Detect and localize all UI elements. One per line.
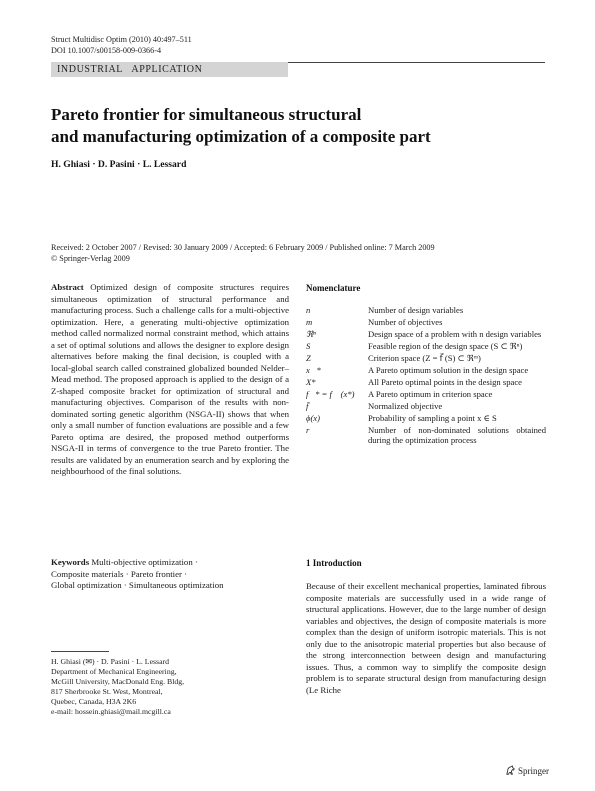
nomenclature-symbol: ℜⁿ <box>306 328 316 339</box>
nomenclature-definition: Design space of a problem with n design variables <box>368 328 542 339</box>
abstract-text: Optimized design of composite structures requires simultaneous optimization of structural performance and manufacturing process. Such a challenge calls for a multi-objective optimization. Here, a generating multi-objective optimization method called normalized normal constraint method, which attains a set of optimal solutions and allows the designer to explore design alternatives before making the final decision, is coupled with a local-global search called constrained globalized bounded Nelder–Mead method. The proposed approach is applied to the design of a Z-shaped composite bracket for optimization of structural and manufacturing objectives. Comparison of the results with non-dominated sorting genetic algorithm (NSGA-II) shows that when only a small number of function evaluations are possible and a few Pareto optima are desired, the proposed method outperforms NSGA-II in terms of convergence to the true Pareto frontier. The results are validated by an enumeration search and by exploring the neighbourhood of the final solutions. <box>51 282 289 476</box>
nomenclature-symbol: S <box>306 340 311 351</box>
springer-horse-icon <box>505 765 516 776</box>
journal-header <box>51 34 192 56</box>
affiliation-email[interactable]: e-mail: hossein.ghiasi@mail.mcgill.ca <box>51 707 171 716</box>
nomenclature-row <box>306 329 546 340</box>
nomenclature-definition: Number of objectives <box>368 316 443 327</box>
nomenclature-row <box>306 413 546 424</box>
nomenclature-row <box>306 377 546 388</box>
affiliation-street: 817 Sherbrooke St. West, Montreal, <box>51 687 163 696</box>
section-label: INDUSTRIAL APPLICATION <box>51 62 288 77</box>
nomenclature-symbol: m <box>306 316 313 327</box>
nomenclature-definition: All Pareto optimal points in the design space <box>368 376 522 387</box>
affiliation-authors: H. Ghiasi (✉) · D. Pasini · L. Lessard <box>51 657 170 666</box>
title-line-1: Pareto frontier for simultaneous structural <box>51 105 362 124</box>
nomenclature-symbol: f⃗* = f⃗ (x*) <box>306 388 355 399</box>
publisher-name: Springer <box>518 765 549 776</box>
title-line-2: and manufacturing optimization of a composite part <box>51 127 431 146</box>
paper-title <box>51 104 521 148</box>
nomenclature-row <box>306 305 546 316</box>
nomenclature-row <box>306 425 546 446</box>
nomenclature-row <box>306 341 546 352</box>
nomenclature-definition: Feasible region of the design space (S ⊂ ℜⁿ) <box>368 340 523 351</box>
nomenclature-row <box>306 353 546 364</box>
nomenclature-definition: A Pareto optimum solution in the design space <box>368 364 529 375</box>
journal-citation: Struct Multidisc Optim (2010) 40:497–511 <box>51 35 192 44</box>
introduction-heading: 1 Introduction <box>306 558 362 568</box>
affiliation-rule <box>51 651 109 652</box>
affiliation-university: McGill University, MacDonald Eng. Bldg, <box>51 677 185 686</box>
nomenclature-table <box>306 305 546 447</box>
nomenclature-symbol: ϕ(x) <box>306 412 320 423</box>
nomenclature-heading: Nomenclature <box>306 283 361 293</box>
introduction-text: Because of their excellent mechanical properties, laminated fibrous composite materials are successfully used in a wide range of structural applications. However, due to the large number of design variables and objectives, the design of composite materials is more complex than the design of uniform isotropic materials. This is not only due to the anisotropic material properties but also because of the strong interconnection between design and manufacturing issues. Thus, a common way to simplify the composite design problem is to separate structural design from manufacturing design (Le Riche <box>306 581 546 695</box>
nomenclature-definition: Number of non-dominated solutions obtained during the optimization process <box>368 424 546 446</box>
nomenclature-symbol: Z <box>306 352 311 363</box>
keywords <box>51 557 289 592</box>
abstract <box>51 282 289 478</box>
nomenclature-symbol: x⃗* <box>306 364 321 375</box>
nomenclature-definition: Criterion space (Z = f⃗ (S) ⊂ ℜᵐ) <box>368 352 481 363</box>
abstract-heading: Abstract <box>51 282 84 292</box>
affiliation <box>51 657 289 717</box>
keywords-line-3: Global optimization · Simultaneous optimization <box>51 580 224 590</box>
nomenclature-symbol: X* <box>306 376 316 387</box>
date-history: Received: 2 October 2007 / Revised: 30 January 2009 / Accepted: 6 February 2009 / Published online: 7 March 2009 <box>51 243 435 252</box>
nomenclature-symbol: f̄ <box>306 400 309 411</box>
nomenclature-definition: Normalized objective <box>368 400 443 411</box>
nomenclature-definition: Probability of sampling a point x ∈ S <box>368 412 497 423</box>
nomenclature-row <box>306 389 546 400</box>
journal-doi: DOI 10.1007/s00158-009-0366-4 <box>51 46 162 55</box>
nomenclature-symbol: r <box>306 424 310 435</box>
nomenclature-row <box>306 317 546 328</box>
publication-dates <box>51 243 545 264</box>
section-rule <box>288 62 545 63</box>
keywords-line-2: Composite materials · Pareto frontier · <box>51 568 188 579</box>
nomenclature-row <box>306 365 546 376</box>
nomenclature-symbol: n <box>306 305 311 315</box>
nomenclature-definition: Number of design variables <box>368 305 464 315</box>
author-list: H. Ghiasi · D. Pasini · L. Lessard <box>51 159 187 170</box>
keywords-heading: Keywords <box>51 557 90 567</box>
affiliation-department: Department of Mechanical Engineering, <box>51 667 177 676</box>
nomenclature-row <box>306 401 546 412</box>
copyright: © Springer-Verlag 2009 <box>51 253 130 263</box>
nomenclature-definition: A Pareto optimum in criterion space <box>368 388 493 399</box>
keywords-line-1: Multi-objective optimization · <box>91 557 198 567</box>
affiliation-city: Quebec, Canada, H3A 2K6 <box>51 697 137 706</box>
publisher-logo <box>505 765 549 776</box>
